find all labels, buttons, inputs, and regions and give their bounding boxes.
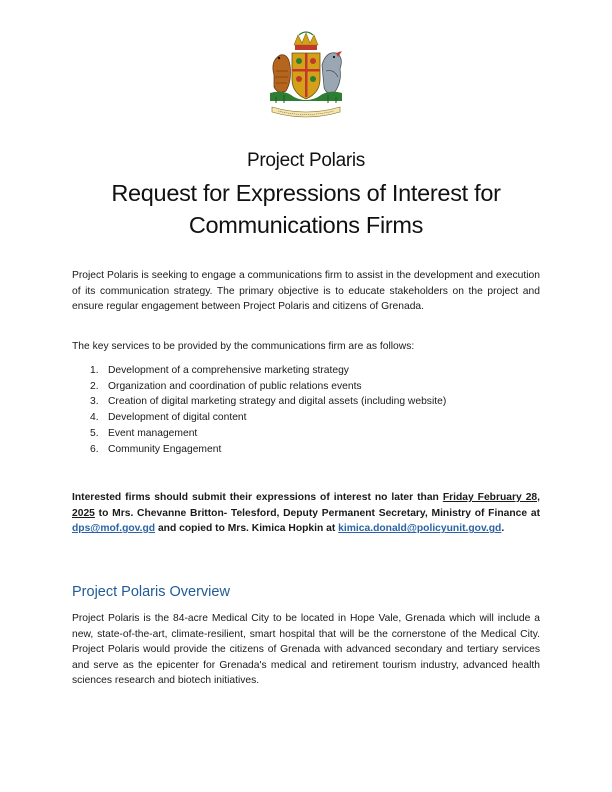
email-link-dps[interactable]: dps@mof.gov.gd bbox=[72, 523, 156, 535]
submission-text-2: to Mrs. Chevanne Britton- Telesford, Deputy Permanent Secretary, Ministry of Finance at bbox=[94, 507, 540, 519]
list-item-text: Creation of digital marketing strategy and digital assets (including website) bbox=[108, 396, 447, 408]
overview-paragraph: Project Polaris is the 84-acre Medical City to be located in Hope Vale, Grenada which will include a new, state-of-the-art, climate-resilient, smart hospital that will be the cornerstone of the Medical City. Project Polaris would provide the citizens of Grenada with advanced secondary and tertiary services and serve as the epicenter for Grenada's medical and retirement tourism industry, advanced health sciences research and biotech initiatives. bbox=[72, 613, 540, 687]
grenada-coat-of-arms-icon bbox=[264, 31, 348, 123]
list-item bbox=[90, 363, 540, 379]
list-item-text: Community Engagement bbox=[108, 443, 222, 455]
submission-text-3: and copied to Mrs. Kimica Hopkin at bbox=[155, 523, 339, 535]
submission-text-4: . bbox=[501, 523, 505, 535]
title-project-polaris: Project Polaris bbox=[247, 150, 365, 171]
submission-paragraph bbox=[72, 490, 540, 537]
list-item-number: 3. bbox=[90, 396, 99, 408]
list-item-text: Development of digital content bbox=[108, 412, 247, 424]
intro-paragraph: Project Polaris is seeking to engage a communications firm to assist in the development and execution of its communication strategy. The primary objective is to educate stakeholders on the project and ensure regular engagement between Project Polaris and citizens of Grenada. bbox=[72, 270, 540, 313]
list-item bbox=[90, 426, 540, 442]
email-link-kimica[interactable]: kimica.donald@policyunit.gov.gd bbox=[338, 523, 502, 535]
list-item-number: 4. bbox=[90, 412, 99, 424]
title-request-line: Request for Expressions of Interest for bbox=[111, 180, 501, 206]
list-item-number: 5. bbox=[90, 427, 99, 439]
list-item-text: Organization and coordination of public relations events bbox=[108, 380, 362, 392]
list-item bbox=[90, 379, 540, 395]
list-item bbox=[90, 442, 540, 458]
list-item bbox=[90, 394, 540, 410]
list-item-text: Event management bbox=[108, 427, 198, 439]
services-list bbox=[90, 363, 540, 457]
list-item-text: Development of a comprehensive marketing strategy bbox=[108, 365, 349, 376]
list-item-number: 2. bbox=[90, 380, 99, 392]
list-item-number: 1. bbox=[90, 365, 99, 376]
submission-text-1: Interested firms should submit their expressions of interest no later than bbox=[72, 492, 443, 503]
title-communications-line: Communications Firms bbox=[188, 212, 424, 238]
deadline-date: Friday February 28, 2025 bbox=[72, 492, 541, 519]
list-item bbox=[90, 410, 540, 426]
list-item-number: 6. bbox=[90, 443, 99, 455]
overview-heading: Project Polaris Overview bbox=[72, 584, 230, 600]
services-intro: The key services to be provided by the communications firm are as follows: bbox=[72, 341, 415, 352]
